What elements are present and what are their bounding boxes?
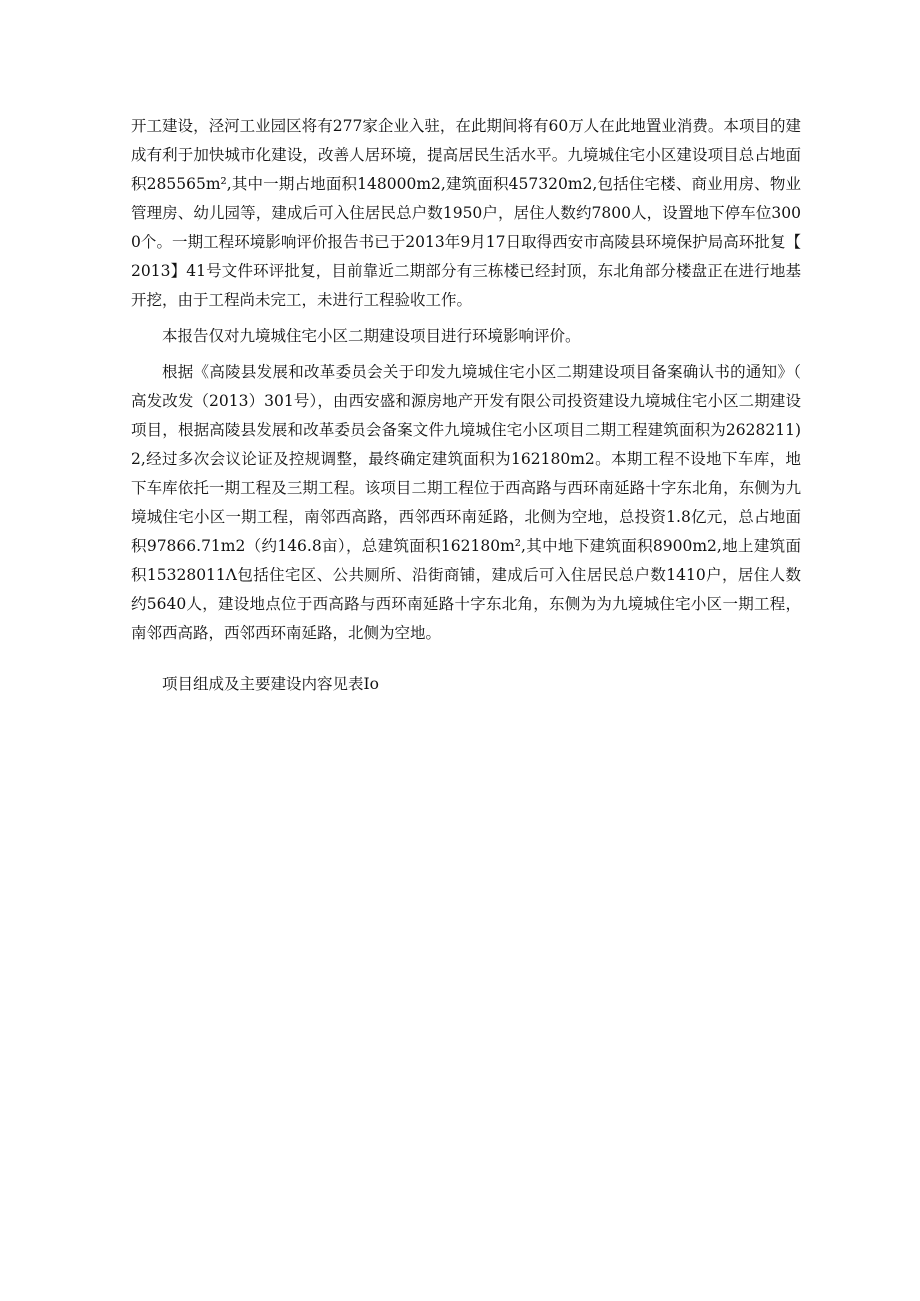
paragraph-project-background: 开工建设，泾河工业园区将有277家企业入驻，在此期间将有60万人在此地置业消费。本项目的建成有利于加快城市化建设，改善人居环境，提高居民生活水平。九境城住宅小区建设项目总占地面积285565m²,其中一期占地面积148000m2,建筑面积457320m2,包括住宅楼、商业用房、物业管理房、幼儿园等，建成后可入住居民总户数1950户，居住人数约7800人，设置地下停车位3000个。一期工程环境影响评价报告书已于2013年9月17日取得西安市高陵县环境保护局高环批复【2013】41号文件环评批复，目前靠近二期部分有三栋楼已经封顶，东北角部分楼盘正在进行地基开挖，由于工程尚未完工，未进行工程验收工作。 bbox=[131, 117, 801, 309]
paragraph-phase-two-details: 根据《高陵县发展和改革委员会关于印发九境城住宅小区二期建设项目备案确认书的通知》（高发改发（2013）301号），由西安盛和源房地产开发有限公司投资建设九境城住宅小区二期建设项目，根据高陵县发展和改革委员会备案文件九境城住宅小区项目二期工程建筑面积为2628211)2,经过多次会议论证及控规调整，最终确定建筑面积为162180m2。本期工程不设地下车库，地下车库依托一期工程及三期工程。该项目二期工程位于西高路与西环南延路十字东北角，东侧为九境城住宅小区一期工程，南邻西高路，西邻西环南延路，北侧为空地，总投资1.8亿元，总占地面积97866.71m2（约146.8亩），总建筑面积162180m²,其中地下建筑面积8900m2,地上建筑面积15328011Λ包括住宅区、公共厕所、沿街商铺，建成后可入住居民总户数1410户，居住人数约5640人，建设地点位于西高路与西环南延路十字东北角，东侧为为九境城住宅小区一期工程，南邻西高路，西邻西环南延路，北侧为空地。 bbox=[131, 363, 801, 642]
paragraph-table-reference: 项目组成及主要建设内容见表Io bbox=[162, 675, 379, 693]
document-body bbox=[131, 112, 801, 699]
paragraph-report-scope: 本报告仅对九境城住宅小区二期建设项目进行环境影响评价。 bbox=[162, 327, 581, 345]
